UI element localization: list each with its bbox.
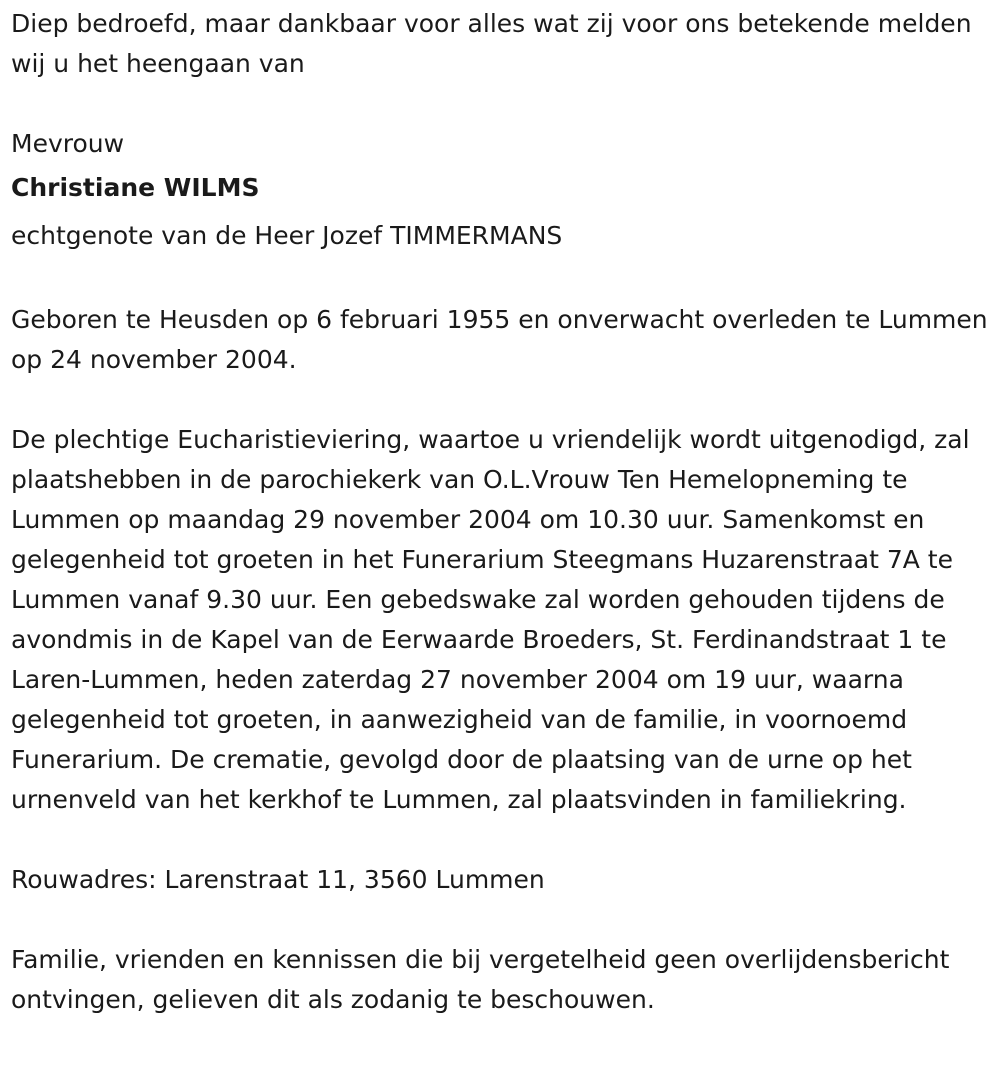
ceremony-paragraph: De plechtige Eucharistieviering, waartoe u vriendelijk wordt uitgenodigd, zal plaatshebben in de parochiekerk van O.L.Vrouw Ten Hemelopneming te Lummen op maandag 29 november 2004 om 10.30 uur. Samenkomst en gelegenheid tot groeten in het Funerarium Steegmans Huzarenstraat 7A te Lummen vanaf 9.30 uur. Een gebedswake zal worden gehouden tijdens de avondmis in de Kapel van de Eerwaarde Broeders, St. Ferdinandstraat 1 te Laren-Lummen, heden zaterdag 27 november 2004 om 19 uur, waarna gelegenheid tot groeten, in aanwezigheid van de familie, in voornoemd Funerarium. De crematie, gevolgd door de plaatsing van de urne op het urnenveld van het kerkhof te Lummen, zal plaatsvinden in familiekring. bbox=[11, 425, 970, 814]
obituary-notice bbox=[11, 4, 995, 1020]
mourning-address: Rouwadres: Larenstraat 11, 3560 Lummen bbox=[11, 865, 545, 894]
spouse-line: echtgenote van de Heer Jozef TIMMERMANS bbox=[11, 221, 563, 250]
spacer bbox=[11, 84, 995, 124]
deceased-name: Christiane WILMS bbox=[11, 173, 260, 202]
spacer bbox=[11, 900, 995, 940]
spacer bbox=[11, 260, 995, 300]
birth-death-paragraph: Geboren te Heusden op 6 februari 1955 en onverwacht overleden te Lummen op 24 november 2004. bbox=[11, 305, 988, 374]
closing-paragraph: Familie, vrienden en kennissen die bij vergetelheid geen overlijdensbericht ontvingen, gelieven dit als zodanig te beschouwen. bbox=[11, 945, 950, 1014]
intro-paragraph: Diep bedroefd, maar dankbaar voor alles wat zij voor ons betekende melden wij u het heengaan van bbox=[11, 9, 972, 78]
salutation: Mevrouw bbox=[11, 129, 125, 158]
spacer bbox=[11, 380, 995, 420]
spacer bbox=[11, 820, 995, 860]
